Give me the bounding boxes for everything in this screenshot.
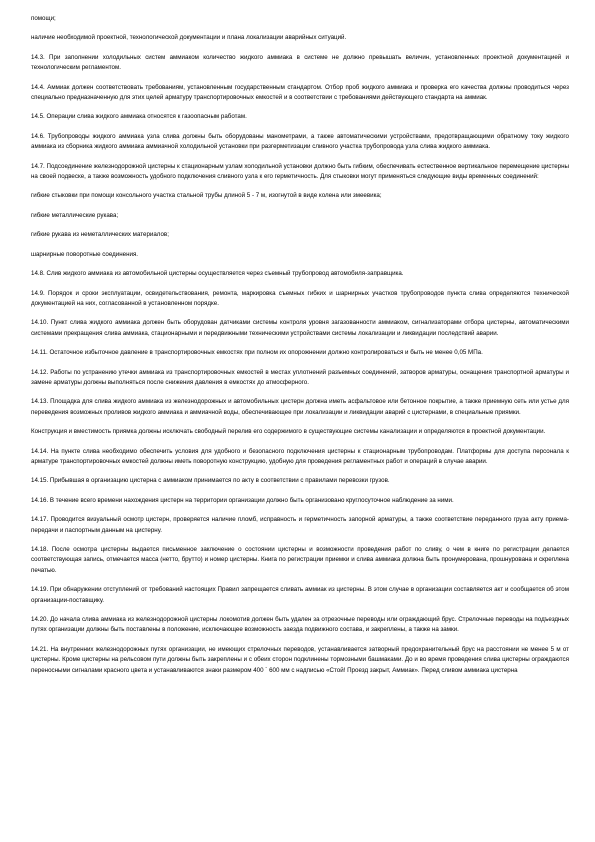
list-item-nonmetal-hoses: гибкие рукава из неметаллических материалов; <box>31 231 169 239</box>
paragraph-14-8: 14.8. Слив жидкого аммиака из автомобильной цистерны осуществляется через съемный трубопровод автомобиля-заправщика. <box>31 270 404 278</box>
paragraph-pit-design: Конструкция и вместимость приямка должны исключать свободный перелив его содержимого в существующие системы канализации и определяются в проектной документации. <box>31 428 546 436</box>
paragraph-14-16: 14.16. В течение всего времени нахождения цистерн на территории организации должно быть организовано круглосуточное наблюдение за ними. <box>31 496 454 504</box>
paragraph-14-3: 14.3. При заполнении холодильных систем аммиаком количество жидкого аммиака в системе не должно превышать величин, установленных проектной документацией и технологическим регламентом. <box>31 53 569 72</box>
paragraph-14-11: 14.11. Остаточное избыточное давление в транспортировочных емкостях при полном их опорожнении должно контролироваться и быть не менее 0,05 МПа. <box>31 349 483 357</box>
paragraph-14-17: 14.17. Проводится визуальный осмотр цистерн, проверяется наличие пломб, исправность и герметичность запорной арматуры, а также соответствие переданного груза акту приема-передачи и паспортным данным на цистерну. <box>31 516 569 534</box>
list-item-flexible-docking: гибкие стыковки при помощи консольного участка стальной трубы длиной 5 - 7 м, изогнутой в виде колена или змеевика; <box>31 192 382 200</box>
paragraph-14-15: 14.15. Прибывшая в организацию цистерна с аммиаком принимается по акту в соответствии с правилами перевозки грузов. <box>31 477 390 485</box>
paragraph-14-12: 14.12. Работы по устранению утечки аммиака из транспортировочных емкостей в местах уплотнений разъемных соединений, затворов арматуры, оснащения транспортной арматуры и замене арматуры должны выполняться после снижения давления в емкостях до атмосферного. <box>31 368 569 386</box>
paragraph-14-21: 14.21. На внутренних железнодорожных путях организации, не имеющих стрелочных переводов, устанавливается затворный предохранительный брус на расстоянии не менее 5 м от цистерны. Кроме цистерны на рельсовом пути должны быть закреплены и с обеих сторон подклинены тормозными башмаками. До и во время проведения слива цистерны ограждаются переносными сигналами красного цвета и устанавливаются знаки размером 400 ´ 600 мм с надписью «Стой! Проезд закрыт, Аммиак». Перед сливом аммиака цистерна <box>31 645 569 674</box>
text-line-documentation: наличие необходимой проектной, технологической документации и плана локализации аварийных ситуаций. <box>31 34 347 42</box>
list-item-metal-hoses: гибкие металлические рукава; <box>31 211 119 219</box>
paragraph-14-13: 14.13. Площадка для слива жидкого аммиака из железнодорожных и автомобильных цистерн должна иметь асфальтовое или бетонное покрытие, а также приемную сеть или устье для переведения возможных проливов жидкого аммиака и аммиачной воды, обеспечивающее при локализации и ликвидации аварий с цистернами, в специальные приямки. <box>31 398 569 416</box>
paragraph-14-7: 14.7. Подсоединение железнодорожной цистерны к стационарным узлам холодильной установки должно быть гибким, обеспечивать естественное вертикальное перемещение цистерны на своей подвеске, а также возможность удобного подключения сливного узла к его герметичность. Для стыковки могут применяться следующие виды временных соединений: <box>31 162 569 181</box>
paragraph-14-6: 14.6. Трубопроводы жидкого аммиака узла слива должны быть оборудованы манометрами, а также автоматическими устройствами, предотвращающими обратному току жидкого аммиака из сборника жидкого аммиака аммиачной холодильной установки при разгерметизации сливного участка трубопровода узла слива жидкого аммиака. <box>31 132 569 151</box>
paragraph-14-4: 14.4. Аммиак должен соответствовать требованиям, установленным государственным стандартом. Отбор проб жидкого аммиака и проверка его качества должны проводиться через специально предназначенную для этих целей арматуру транспортировочных емкостей и в соответствии с требованиями действующего стандарта на аммиак. <box>31 83 569 102</box>
paragraph-14-9: 14.9. Порядок и сроки эксплуатации, освидетельствования, ремонта, маркировка съемных гибких и шарнирных участков трубопроводов пункта слива определяются технической документацией на них, согласованной в установленном порядке. <box>31 289 569 307</box>
list-item-swivel-joints: шарнирные поворотные соединения. <box>31 250 139 258</box>
document-page <box>31 14 569 685</box>
paragraph-14-20: 14.20. До начала слива аммиака из железнодорожной цистерны локомотив должен быть удален за отрезочные переводы или ограждающий брус. Стрелочные переводы на подъездных путях организации должны быть поставлены в положение, исключающее возможность заезда подвижного состава, и закреплены, а также на замки. <box>31 616 569 634</box>
paragraph-14-18: 14.18. После осмотра цистерны выдается письменное заключение о состоянии цистерны и возможности проведения работ по сливу, о чем в книге по регистрации делается соответствующая запись, отмечается масса (нетто, брутто) и номер цистерны. Книга по регистрации приемки и слива аммиака должна быть пронумерована, прошнурована и скреплена печатью. <box>31 546 569 574</box>
paragraph-14-5: 14.5. Операции слива жидкого аммиака относятся к газоопасным работам. <box>31 113 247 121</box>
text-line-continuation: помощи; <box>31 15 56 22</box>
paragraph-14-10: 14.10. Пункт слива жидкого аммиака должен быть оборудован датчиками системы контроля уровня загазованности аммиаком, сигнализаторами отбора цистерны, автоматическими системами прекращения слива аммиака, стационарными и передвижными техническими устройствами системы локализации и ликвидации последствий аварии. <box>31 319 569 337</box>
paragraph-14-19: 14.19. При обнаружении отступлений от требований настоящих Правил запрещается сливать аммиак из цистерны. В этом случае в организации составляется акт и сообщается об этом организации-поставщику. <box>31 586 569 604</box>
paragraph-14-14: 14.14. На пункте слива необходимо обеспечить условия для удобного и безопасного подключения цистерны к стационарным трубопроводам. Платформы для доступа персонала к арматуре транспортировочных емкостей должны иметь поворотную конструкцию, удобную для проведения регламентных работ и операций в случае аварии. <box>31 447 569 465</box>
